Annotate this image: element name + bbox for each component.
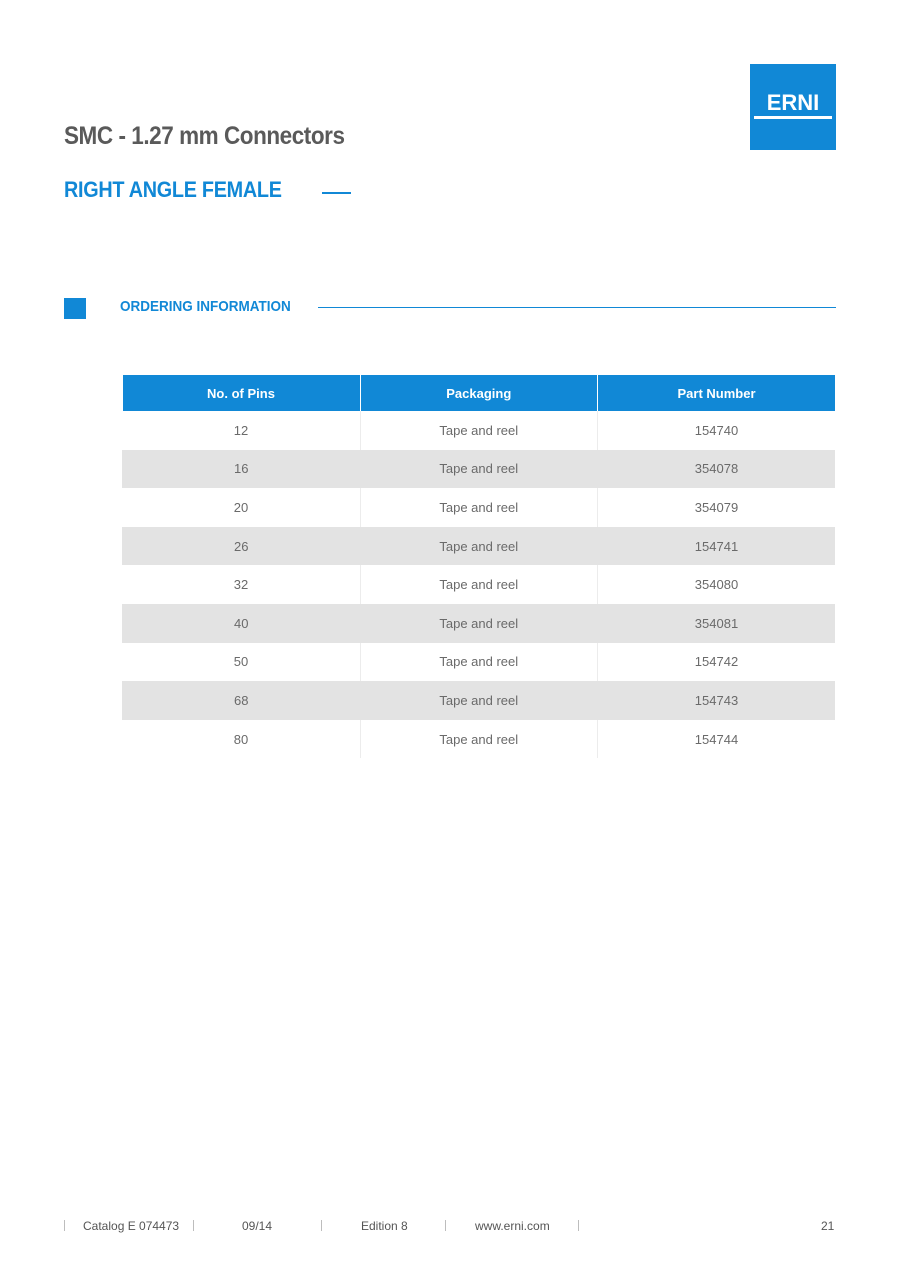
cell-packaging: Tape and reel — [360, 681, 598, 720]
cell-packaging: Tape and reel — [360, 720, 598, 759]
cell-part-number: 154741 — [598, 527, 836, 566]
section-marker — [64, 298, 86, 319]
column-header-packaging: Packaging — [360, 375, 598, 411]
cell-packaging: Tape and reel — [360, 604, 598, 643]
footer-website[interactable]: www.erni.com — [475, 1219, 550, 1233]
cell-pins: 80 — [233, 731, 249, 747]
cell-pins: 12 — [233, 422, 249, 438]
cell-part-number: 154744 — [598, 720, 836, 759]
logo-text: ERNI — [766, 90, 820, 115]
table-header-row — [123, 375, 836, 411]
column-header-pins: No. of Pins — [123, 375, 361, 411]
cell-pins: 32 — [233, 577, 249, 593]
section-rule — [318, 307, 836, 308]
cell-packaging: Tape and reel — [360, 643, 598, 682]
cell-part-number: 154743 — [598, 681, 836, 720]
cell-part-number: 354080 — [598, 565, 836, 604]
footer-separator — [64, 1220, 65, 1231]
cell-packaging: Tape and reel — [360, 565, 598, 604]
table-row — [123, 720, 836, 759]
cell-packaging: Tape and reel — [360, 450, 598, 489]
table-row — [123, 488, 836, 527]
cell-pins: 26 — [123, 527, 361, 566]
footer-date: 09/14 — [242, 1219, 273, 1233]
footer-separator — [578, 1220, 579, 1231]
cell-part-number: 354079 — [598, 488, 836, 527]
footer-separator — [445, 1220, 446, 1231]
table-row — [123, 565, 836, 604]
footer-separator — [321, 1220, 322, 1231]
page-subtitle: RIGHT ANGLE FEMALE — [64, 177, 282, 202]
footer-separator — [193, 1220, 194, 1231]
cell-part-number: 354081 — [598, 604, 836, 643]
page-title: SMC - 1.27 mm Connectors — [64, 122, 345, 150]
section-title: ORDERING INFORMATION — [120, 298, 291, 315]
table-row — [123, 411, 836, 450]
cell-pins: 50 — [233, 654, 249, 670]
cell-pins: 20 — [233, 499, 249, 515]
cell-part-number: 154742 — [598, 643, 836, 682]
footer-page-number: 21 — [821, 1219, 835, 1233]
cell-pins: 40 — [123, 604, 361, 643]
page-footer — [0, 1219, 900, 1235]
table-row — [123, 527, 836, 566]
table-row — [123, 604, 836, 643]
cell-part-number: 154740 — [598, 411, 836, 450]
erni-logo — [750, 64, 836, 150]
table-row — [123, 681, 836, 720]
cell-packaging: Tape and reel — [360, 488, 598, 527]
cell-part-number: 354078 — [598, 450, 836, 489]
ordering-table — [122, 375, 835, 758]
footer-catalog: Catalog E 074473 — [83, 1219, 180, 1233]
footer-edition: Edition 8 — [361, 1219, 408, 1233]
cell-pins: 16 — [123, 450, 361, 489]
column-header-part-number: Part Number — [598, 375, 836, 411]
cell-pins: 68 — [123, 681, 361, 720]
table-row — [123, 643, 836, 682]
logo-underline — [754, 116, 832, 119]
cell-packaging: Tape and reel — [360, 411, 598, 450]
table-row — [123, 450, 836, 489]
subtitle-dash — [322, 192, 351, 194]
cell-packaging: Tape and reel — [360, 527, 598, 566]
